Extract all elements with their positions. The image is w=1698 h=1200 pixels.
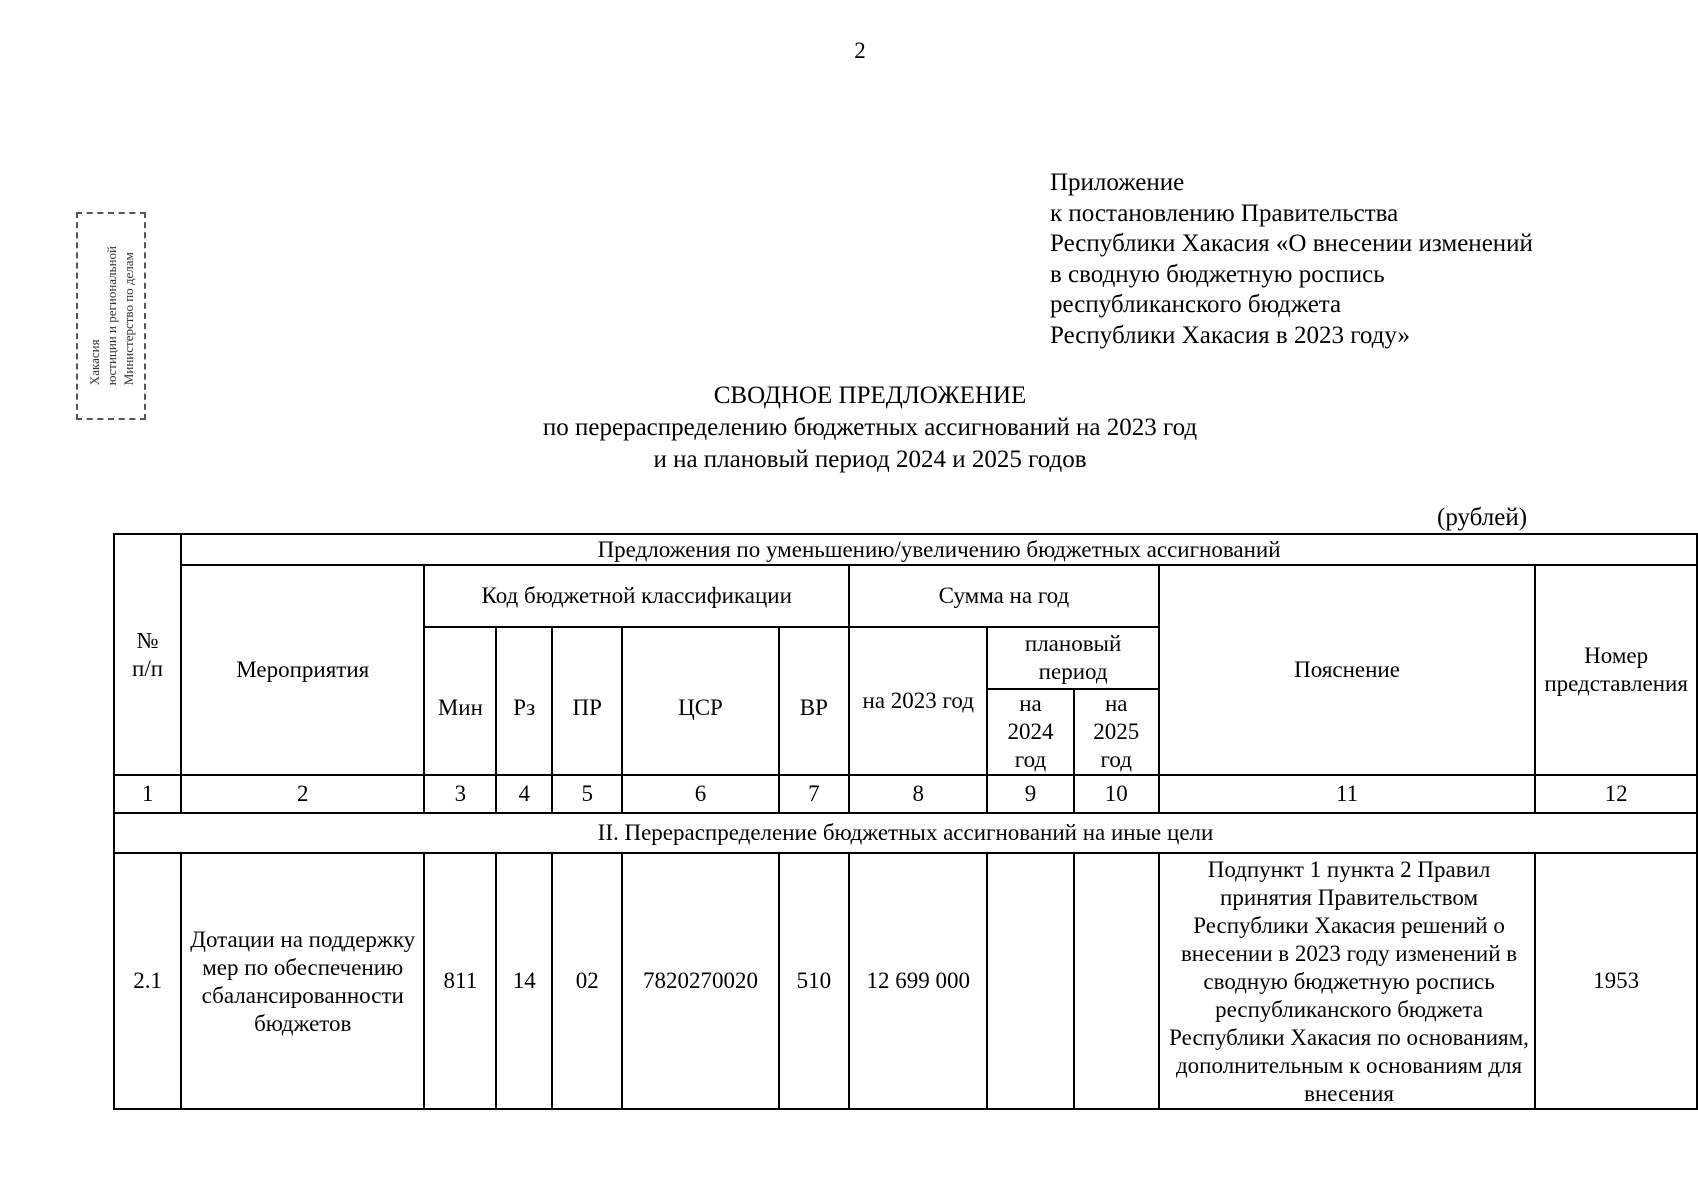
- stamp-line: Хакасия: [86, 339, 102, 386]
- row-sum-2023: 12 699 000: [849, 853, 987, 1109]
- header-explanation: Пояснение: [1159, 565, 1535, 775]
- column-number: 3: [424, 775, 496, 813]
- header-csr: ЦСР: [622, 627, 778, 775]
- row-rz: 14: [496, 853, 552, 1109]
- appendix-block: [1050, 168, 1533, 351]
- column-number: 5: [552, 775, 622, 813]
- column-number: 1: [114, 775, 181, 813]
- title-line-2: по перераспределению бюджетных ассигнований на 2023 год: [542, 414, 1198, 441]
- header-min: Мин: [424, 627, 496, 775]
- column-number: 7: [779, 775, 850, 813]
- column-number: 10: [1074, 775, 1159, 813]
- row-explanation: Подпункт 1 пункта 2 Правил принятия Правительством Республики Хакасия решений о внесении в 2023 году изменений в сводную бюджетную роспись республиканского бюджета Республики Хакасия по основаниям, дополнительным к основаниям для внесения: [1159, 853, 1535, 1109]
- appendix-line: Республики Хакасия «О внесении изменений: [1050, 230, 1533, 257]
- header-2024: на 2024 год: [987, 689, 1073, 775]
- header-vr: ВР: [779, 627, 850, 775]
- column-number-row: [114, 775, 1697, 813]
- row-csr: 7820270020: [622, 853, 778, 1109]
- row-pr: 02: [552, 853, 622, 1109]
- header-num: № п/п: [114, 534, 181, 775]
- row-vr: 510: [779, 853, 850, 1109]
- column-number: 9: [987, 775, 1073, 813]
- row-rep-number: 1953: [1535, 853, 1697, 1109]
- column-number: 8: [849, 775, 987, 813]
- header-plan-period: плановый период: [987, 627, 1158, 689]
- column-number: 4: [496, 775, 552, 813]
- row-sum-2025: [1074, 853, 1159, 1109]
- section-row: [114, 813, 1697, 853]
- title-line-3: и на плановый период 2024 и 2025 годов: [653, 446, 1087, 473]
- appendix-line: в сводную бюджетную роспись: [1050, 260, 1385, 288]
- header-pr: ПР: [552, 627, 622, 775]
- appendix-line: к постановлению Правительства: [1050, 199, 1399, 227]
- header-proposals: Предложения по уменьшению/увеличению бюджетных ассигнований: [181, 534, 1697, 565]
- table-row: [114, 853, 1697, 1109]
- appendix-line: Приложение: [1050, 169, 1185, 196]
- appendix-line: Республики Хакасия в 2023 году»: [1050, 321, 1410, 349]
- stamp-line: юстиции и региональной: [103, 246, 119, 386]
- header-rz: Рз: [496, 627, 552, 775]
- title-main: СВОДНОЕ ПРЕДЛОЖЕНИЕ: [713, 382, 1027, 409]
- stamp-line: Министерство по делам: [120, 252, 136, 386]
- header-bk-code: Код бюджетной классификации: [424, 565, 849, 627]
- appendix-line: республиканского бюджета: [1050, 291, 1342, 318]
- row-num: 2.1: [114, 853, 181, 1109]
- header-sum-year: Сумма на год: [849, 565, 1159, 627]
- header-activities: Мероприятия: [181, 565, 424, 775]
- row-sum-2024: [987, 853, 1073, 1109]
- header-2023: на 2023 год: [849, 627, 987, 775]
- document-title: [0, 380, 1698, 476]
- row-min: 811: [424, 853, 496, 1109]
- units-label: (рублей): [1437, 504, 1528, 531]
- header-2025: на 2025 год: [1074, 689, 1159, 775]
- column-number: 2: [181, 775, 424, 813]
- page-number: 2: [854, 38, 866, 63]
- header-rep-number: Номер представления: [1535, 565, 1697, 775]
- row-activity: Дотации на поддержку мер по обеспечению сбалансированности бюджетов: [181, 853, 424, 1109]
- column-number: 6: [622, 775, 778, 813]
- section-title: II. Перераспределение бюджетных ассигнований на иные цели: [114, 813, 1697, 853]
- column-number: 12: [1535, 775, 1697, 813]
- budget-table: [113, 533, 1698, 1110]
- column-number: 11: [1159, 775, 1535, 813]
